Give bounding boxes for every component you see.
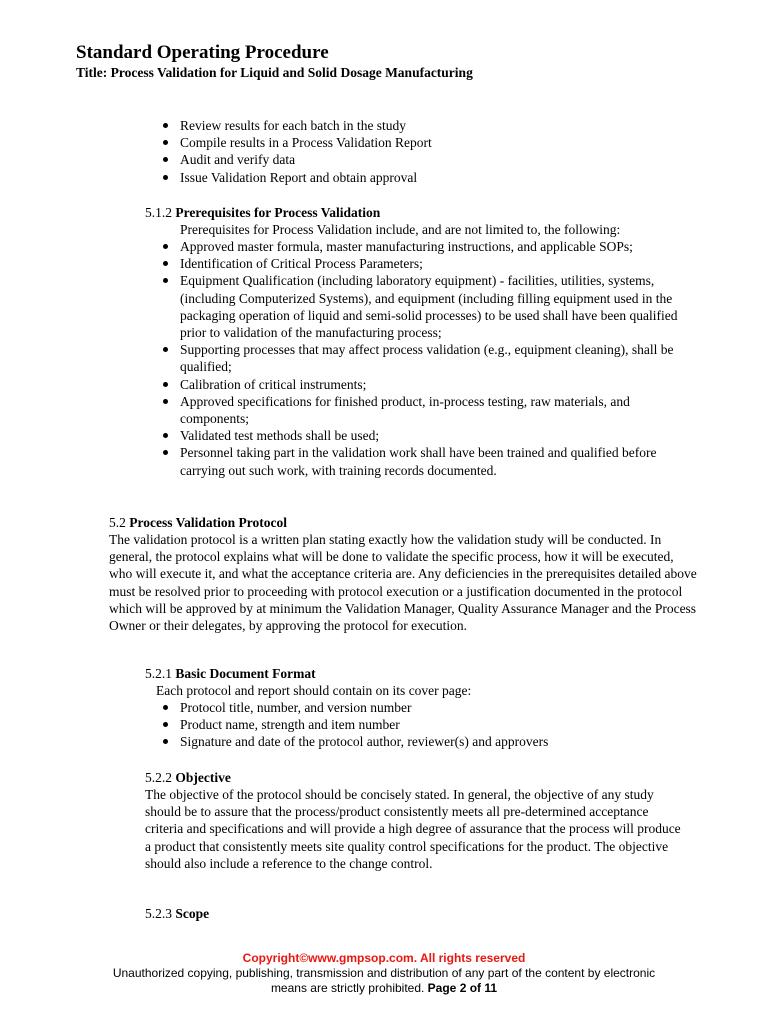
list-item: Supporting processes that may affect process validation (e.g., equipment cleaning), shall be qualified; — [163, 341, 693, 375]
section-5-1-2-intro: Prerequisites for Process Validation include, and are not limited to, the following: — [180, 222, 621, 237]
list-item: Identification of Critical Process Parameters; — [163, 255, 693, 272]
list-item: Compile results in a Process Validation Report — [163, 134, 703, 151]
list-item: Calibration of critical instruments; — [163, 376, 693, 393]
list-item: Review results for each batch in the study — [163, 117, 703, 134]
copying-notice-line-1: Unauthorized copying, publishing, transmission and distribution of any part of the content by electronic — [112, 966, 656, 980]
list-item: Equipment Qualification (including laboratory equipment) - facilities, utilities, systems, (including Computerized Systems), and equipment (including filling equipment used in the packaging operation of liquid and semi-solid processes) to be used shall have been qualified prior to validation of the manufacturing process; — [163, 272, 693, 341]
list-item: Validated test methods shall be used; — [163, 427, 693, 444]
document-title: Standard Operating Procedure — [76, 42, 329, 63]
copying-notice-text: means are strictly prohibited. — [270, 981, 428, 995]
prerequisites-list — [163, 238, 693, 479]
list-item: Audit and verify data — [163, 151, 703, 168]
section-label: Scope — [175, 906, 210, 921]
section-number: 5.1.2 — [145, 205, 176, 220]
list-item: Protocol title, number, and version number — [163, 699, 693, 716]
section-number: 5.2.1 — [145, 666, 176, 681]
section-label: Basic Document Format — [175, 666, 316, 681]
section-label: Prerequisites for Process Validation — [175, 205, 381, 220]
section-5-1-2-heading — [145, 204, 705, 221]
section-number: 5.2 — [109, 515, 130, 530]
section-label: Objective — [175, 770, 231, 785]
result-steps-list — [163, 117, 703, 186]
list-item: Product name, strength and item number — [163, 716, 693, 733]
section-5-2-1-intro: Each protocol and report should contain on its cover page: — [156, 683, 472, 698]
document-subtitle: Title: Process Validation for Liquid and Solid Dosage Manufacturing — [76, 65, 473, 80]
section-5-2-1-heading — [145, 665, 705, 682]
section-5-2-paragraph: The validation protocol is a written plan stating exactly how the validation study will be conducted. In general, the protocol explains what will be done to validate the specific process, how it will be executed, who will execute it, and what the acceptance criteria are. Any deficiencies in the prerequisites detailed above must be resolved prior to proceeding with protocol execution or a justification documented in the protocol which will be approved by at minimum the Validation Manager, Quality Assurance Manager and the Process Owner or their delegates, by approving the protocol for execution. — [109, 532, 697, 634]
section-5-2-heading — [109, 514, 689, 531]
page-footer — [0, 951, 768, 996]
section-label: Process Validation Protocol — [129, 515, 287, 530]
page-number: Page 2 of 11 — [427, 981, 498, 995]
list-item: Approved specifications for finished product, in-process testing, raw materials, and components; — [163, 393, 693, 427]
copyright-notice: Copyright©www.gmpsop.com. All rights reserved — [242, 951, 526, 965]
list-item: Personnel taking part in the validation work shall have been trained and qualified before carrying out such work, with training records documented. — [163, 444, 693, 478]
section-5-2-2-paragraph: The objective of the protocol should be concisely stated. In general, the objective of any study should be to assure that the process/product consistently meets all pre-determined acceptance criteria and specifications and will provide a high degree of assurance that the process will produce a product that consistently meets site quality control specifications for the product. The objective should also include a reference to the change control. — [145, 787, 681, 871]
list-item: Issue Validation Report and obtain approval — [163, 169, 703, 186]
section-5-2-2-heading — [145, 769, 705, 786]
list-item: Signature and date of the protocol author, reviewer(s) and approvers — [163, 733, 693, 750]
cover-page-list — [163, 699, 693, 751]
copying-notice-line-2 — [0, 981, 768, 996]
section-5-2-3-heading — [145, 905, 705, 922]
section-number: 5.2.3 — [145, 906, 176, 921]
list-item: Approved master formula, master manufacturing instructions, and applicable SOPs; — [163, 238, 693, 255]
section-number: 5.2.2 — [145, 770, 176, 785]
